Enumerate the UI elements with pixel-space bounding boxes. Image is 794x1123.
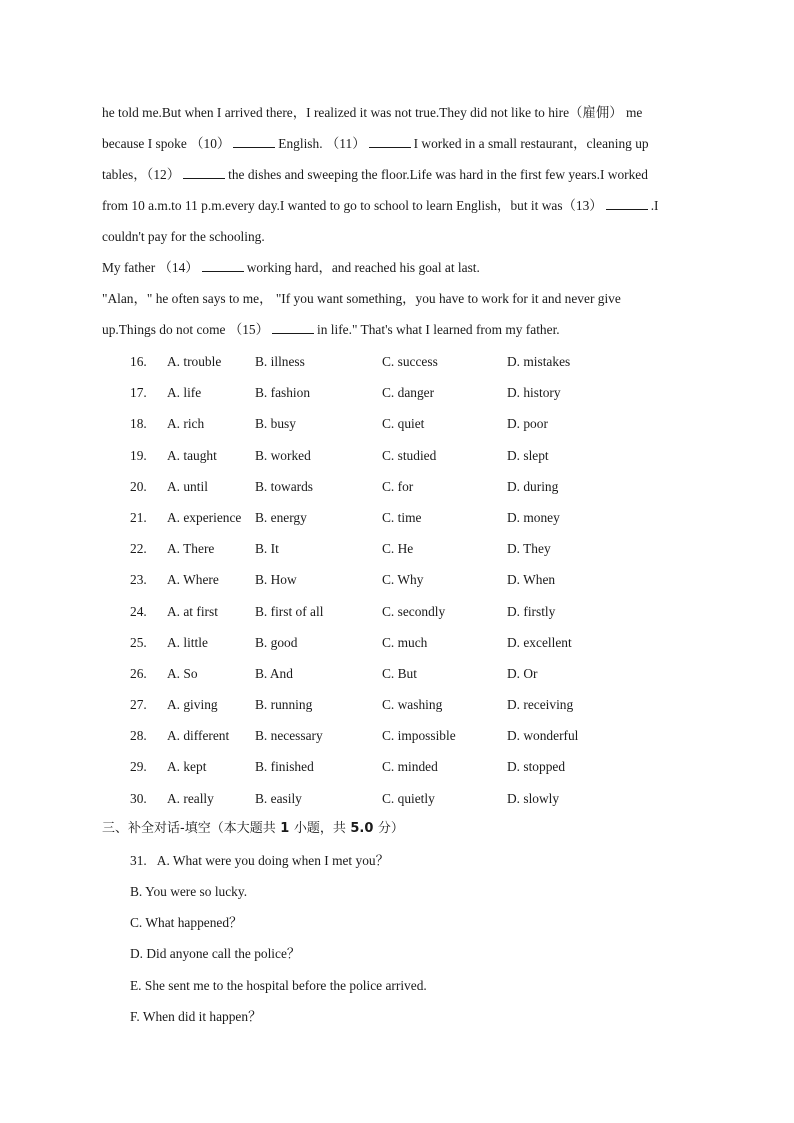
option-b[interactable]: B. good bbox=[255, 634, 298, 650]
question-number: 16. bbox=[130, 354, 147, 369]
question-row bbox=[130, 471, 690, 502]
option-d[interactable]: D. receiving bbox=[507, 697, 574, 713]
option-a[interactable]: A. giving bbox=[167, 697, 218, 713]
option-b[interactable]: B. illness bbox=[255, 354, 305, 369]
option-c[interactable]: C. impossible bbox=[382, 728, 456, 744]
dialog-option-f: F. When did it happen？ bbox=[130, 1008, 262, 1024]
question-row bbox=[130, 502, 690, 533]
option-b[interactable]: B. easily bbox=[255, 790, 302, 806]
question-number: 17. bbox=[130, 385, 147, 401]
option-d[interactable]: D. firstly bbox=[507, 603, 556, 619]
option-b[interactable]: B. first of all bbox=[255, 603, 324, 619]
section-heading bbox=[102, 813, 404, 844]
passage-line-1: he told me.But when I arrived there，I realized it was not true.They did not like to hire（雇佣） me bbox=[102, 105, 643, 120]
dialog-option-e: E. She sent me to the hospital before the police arrived. bbox=[130, 977, 427, 993]
option-a[interactable]: A. little bbox=[167, 634, 208, 650]
option-a[interactable]: A. Where bbox=[167, 572, 219, 588]
passage-text: .I bbox=[650, 198, 659, 213]
passage-text: English. （11） bbox=[278, 136, 366, 151]
option-a[interactable]: A. different bbox=[167, 728, 230, 744]
passage-line-5: couldn't pay for the schooling. bbox=[102, 229, 265, 244]
option-d[interactable]: D. stopped bbox=[507, 759, 566, 775]
passage-line-6 bbox=[102, 252, 702, 283]
question-number: 29. bbox=[130, 759, 147, 775]
question-row bbox=[130, 408, 690, 439]
section-text: 小题，共 bbox=[293, 821, 346, 836]
option-a[interactable]: A. at first bbox=[167, 603, 218, 619]
blank-13 bbox=[606, 197, 648, 210]
option-b[interactable]: B. fashion bbox=[255, 385, 311, 401]
section-score: 5.0 bbox=[345, 821, 378, 836]
question-row bbox=[130, 377, 690, 408]
question-row bbox=[130, 596, 690, 627]
answer-options bbox=[130, 346, 690, 814]
question-number: 18. bbox=[130, 416, 147, 432]
option-b[interactable]: B. It bbox=[255, 541, 279, 557]
question-number: 28. bbox=[130, 728, 147, 744]
passage-text: My father （14） bbox=[102, 260, 199, 275]
section-text: 分） bbox=[377, 821, 404, 836]
option-b[interactable]: B. And bbox=[255, 665, 293, 681]
option-b[interactable]: B. How bbox=[255, 572, 297, 588]
passage-text: I worked in a small restaurant，cleaning up bbox=[413, 136, 649, 151]
question-number: 30. bbox=[130, 790, 147, 806]
option-c[interactable]: C. He bbox=[382, 541, 414, 557]
option-b[interactable]: B. towards bbox=[255, 478, 314, 494]
dialog-choices bbox=[130, 876, 730, 1032]
question-row bbox=[130, 720, 690, 751]
option-a[interactable]: A. really bbox=[167, 790, 214, 806]
section-text: 三、补全对话-填空（本大题共 bbox=[102, 821, 276, 836]
option-b[interactable]: B. necessary bbox=[255, 728, 323, 744]
passage-line-8 bbox=[102, 314, 702, 345]
dialog-option-c: C. What happened？ bbox=[130, 915, 243, 931]
option-d[interactable]: D. during bbox=[507, 478, 559, 494]
question-row bbox=[130, 751, 690, 782]
option-d[interactable]: D. slept bbox=[507, 447, 549, 463]
passage-line-7: "Alan，" he often says to me， "If you want something，you have to work for it and never give bbox=[102, 291, 621, 306]
passage-line-4 bbox=[102, 190, 702, 221]
option-d[interactable]: D. history bbox=[507, 385, 561, 401]
option-a[interactable]: A. taught bbox=[167, 447, 217, 463]
option-d[interactable]: D. excellent bbox=[507, 634, 572, 650]
question-number: 27. bbox=[130, 697, 147, 713]
dialog-option-b: B. You were so lucky. bbox=[130, 884, 248, 899]
question-number: 19. bbox=[130, 447, 147, 463]
option-c[interactable]: C. much bbox=[382, 634, 428, 650]
dialog-option-a: A. What were you doing when I met you？ bbox=[156, 853, 389, 868]
option-b[interactable]: B. busy bbox=[255, 416, 296, 432]
option-c[interactable]: C. secondly bbox=[382, 603, 446, 619]
blank-14 bbox=[202, 259, 244, 272]
option-d[interactable]: D. Or bbox=[507, 665, 538, 681]
option-c[interactable]: C. But bbox=[382, 665, 417, 681]
blank-15 bbox=[272, 321, 314, 334]
option-c[interactable]: C. for bbox=[382, 478, 414, 494]
question-number: 22. bbox=[130, 541, 147, 557]
blank-11 bbox=[369, 135, 411, 148]
option-a[interactable]: A. rich bbox=[167, 416, 205, 432]
passage-line-2 bbox=[102, 128, 702, 159]
option-c[interactable]: C. washing bbox=[382, 697, 443, 713]
blank-10 bbox=[233, 135, 275, 148]
question-number: 24. bbox=[130, 603, 147, 619]
passage-text: working hard，and reached his goal at last. bbox=[246, 260, 480, 275]
question-row bbox=[130, 440, 690, 471]
option-b[interactable]: B. energy bbox=[255, 509, 307, 525]
option-c[interactable]: C. danger bbox=[382, 385, 435, 401]
option-b[interactable]: B. running bbox=[255, 697, 313, 713]
dialog-option-d: D. Did anyone call the police？ bbox=[130, 946, 301, 962]
option-d[interactable]: D. wonderful bbox=[507, 728, 579, 744]
passage-text: up.Things do not come （15） bbox=[102, 322, 269, 337]
question-row bbox=[130, 346, 690, 377]
option-a[interactable]: A. kept bbox=[167, 759, 207, 775]
option-d[interactable]: D. money bbox=[507, 509, 560, 525]
section-count: 1 bbox=[275, 821, 294, 836]
dialog-options bbox=[130, 845, 730, 876]
option-b[interactable]: B. finished bbox=[255, 759, 314, 775]
question-row bbox=[130, 658, 690, 689]
option-a[interactable]: A. So bbox=[167, 665, 198, 681]
option-c[interactable]: C. time bbox=[382, 509, 422, 525]
question-number: 26. bbox=[130, 665, 147, 681]
option-b[interactable]: B. worked bbox=[255, 447, 311, 463]
option-a[interactable]: A. until bbox=[167, 478, 208, 494]
option-d[interactable]: D. poor bbox=[507, 416, 548, 432]
option-c[interactable]: C. minded bbox=[382, 759, 438, 775]
option-a[interactable]: A. trouble bbox=[167, 354, 222, 369]
passage-text: because I spoke （10） bbox=[102, 136, 231, 151]
option-c[interactable]: C. quiet bbox=[382, 416, 425, 432]
option-d[interactable]: D. When bbox=[507, 572, 556, 588]
option-d[interactable]: D. mistakes bbox=[507, 354, 571, 369]
question-number: 25. bbox=[130, 634, 147, 650]
option-d[interactable]: D. They bbox=[507, 541, 551, 557]
option-d[interactable]: D. slowly bbox=[507, 790, 560, 806]
option-c[interactable]: C. Why bbox=[382, 572, 424, 588]
question-row bbox=[130, 689, 690, 720]
passage-text: tables，（12） bbox=[102, 167, 181, 182]
passage-line-3 bbox=[102, 159, 702, 190]
dialog-question bbox=[130, 845, 730, 876]
question-number: 21. bbox=[130, 509, 147, 525]
question-number: 20. bbox=[130, 478, 147, 494]
option-c[interactable]: C. success bbox=[382, 354, 438, 369]
option-a[interactable]: A. life bbox=[167, 385, 202, 401]
cloze-passage bbox=[102, 97, 702, 345]
passage-text: from 10 a.m.to 11 p.m.every day.I wanted to go to school to learn English，but it was（13） bbox=[102, 198, 603, 213]
option-c[interactable]: C. quietly bbox=[382, 790, 435, 806]
question-row bbox=[130, 564, 690, 595]
passage-text: in life." That's what I learned from my father. bbox=[317, 322, 560, 337]
question-number: 23. bbox=[130, 572, 147, 588]
question-number: 31. bbox=[130, 853, 147, 868]
question-row bbox=[130, 783, 690, 814]
passage-text: the dishes and sweeping the floor.Life was hard in the first few years.I worked bbox=[228, 167, 648, 182]
question-row bbox=[130, 627, 690, 658]
option-c[interactable]: C. studied bbox=[382, 447, 437, 463]
blank-12 bbox=[183, 166, 225, 179]
option-a[interactable]: A. There bbox=[167, 541, 215, 557]
option-a[interactable]: A. experience bbox=[167, 509, 242, 525]
question-row bbox=[130, 533, 690, 564]
